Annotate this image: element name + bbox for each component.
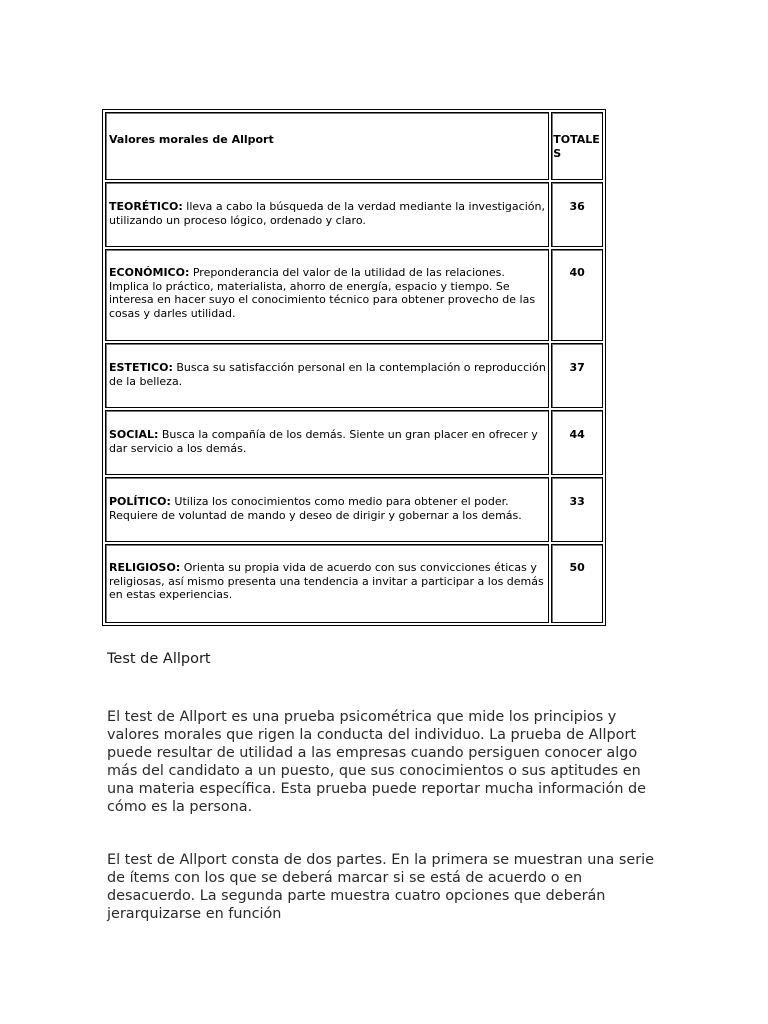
table-title: Valores morales de Allport	[109, 133, 274, 146]
description-cell	[105, 410, 549, 475]
header-total-cell	[551, 112, 603, 180]
category-description: Utiliza los conocimientos como medio para obtener el poder. Requiere de voluntad de mando y deseo de dirigir y gobernar a los demás.	[109, 495, 522, 522]
total-cell	[551, 249, 603, 341]
table-row	[105, 182, 603, 247]
header-title-cell	[105, 112, 549, 180]
total-value: 44	[569, 428, 585, 441]
category-description: Orienta su propia vida de acuerdo con sus convicciones éticas y religiosas, así mismo presenta una tendencia a invitar a participar a los demás en estas experiencias.	[109, 561, 544, 601]
category-description: lleva a cabo la búsqueda de la verdad mediante la investigación, utilizando un proceso lógico, ordenado y claro.	[109, 200, 545, 227]
category-name: RELIGIOSO:	[109, 561, 181, 574]
category-name: ESTETICO:	[109, 361, 173, 374]
totals-column-header: TOTALES	[553, 133, 600, 160]
total-cell	[551, 182, 603, 247]
category-name: SOCIAL:	[109, 428, 159, 441]
total-cell	[551, 343, 603, 408]
category-name: ECONÓMICO:	[109, 266, 190, 279]
total-value: 50	[569, 561, 585, 574]
category-description: Busca su satisfacción personal en la contemplación o reproducción de la belleza.	[109, 361, 546, 388]
allport-values-table	[102, 109, 606, 626]
body-paragraph: El test de Allport es una prueba psicométrica que mide los principios y valores morales que rigen la conducta del individuo. La prueba de Allport puede resultar de utilidad a las empresas cuando persiguen conocer algo más del candidato a un puesto, que sus conocimientos o sus aptitudes en una materia específica. Esta prueba puede reportar mucha información de cómo es la persona.	[107, 709, 647, 815]
category-description: Preponderancia del valor de la utilidad de las relaciones. Implica lo práctico, materialista, ahorro de energía, espacio y tiempo. Se interesa en hacer suyo el conocimiento técnico para obtener provecho de las cosas y darles utilidad.	[109, 266, 536, 320]
table-row	[105, 544, 603, 623]
table-row	[105, 477, 603, 542]
category-name: TEORÉTICO:	[109, 200, 183, 213]
section-heading: Test de Allport	[107, 651, 211, 667]
body-paragraph: El test de Allport consta de dos partes. En la primera se muestran una serie de ítems con los que se deberá marcar si se está de acuerdo o en desacuerdo. La segunda parte muestra cuatro opciones que deberán jerarquizarse en función	[107, 852, 654, 922]
category-description: Busca la compañía de los demás. Siente un gran placer en ofrecer y dar servicio a los demás.	[109, 428, 538, 455]
description-cell	[105, 343, 549, 408]
table-header-row	[105, 112, 603, 180]
description-cell	[105, 544, 549, 623]
description-cell	[105, 249, 549, 341]
total-value: 40	[569, 266, 585, 279]
table-row	[105, 249, 603, 341]
total-cell	[551, 410, 603, 475]
table-row	[105, 343, 603, 408]
table-row	[105, 410, 603, 475]
total-value: 36	[569, 200, 585, 213]
total-value: 37	[569, 361, 585, 374]
total-cell	[551, 477, 603, 542]
category-name: POLÍTICO:	[109, 495, 171, 508]
description-cell	[105, 182, 549, 247]
total-cell	[551, 544, 603, 623]
description-cell	[105, 477, 549, 542]
total-value: 33	[569, 495, 585, 508]
